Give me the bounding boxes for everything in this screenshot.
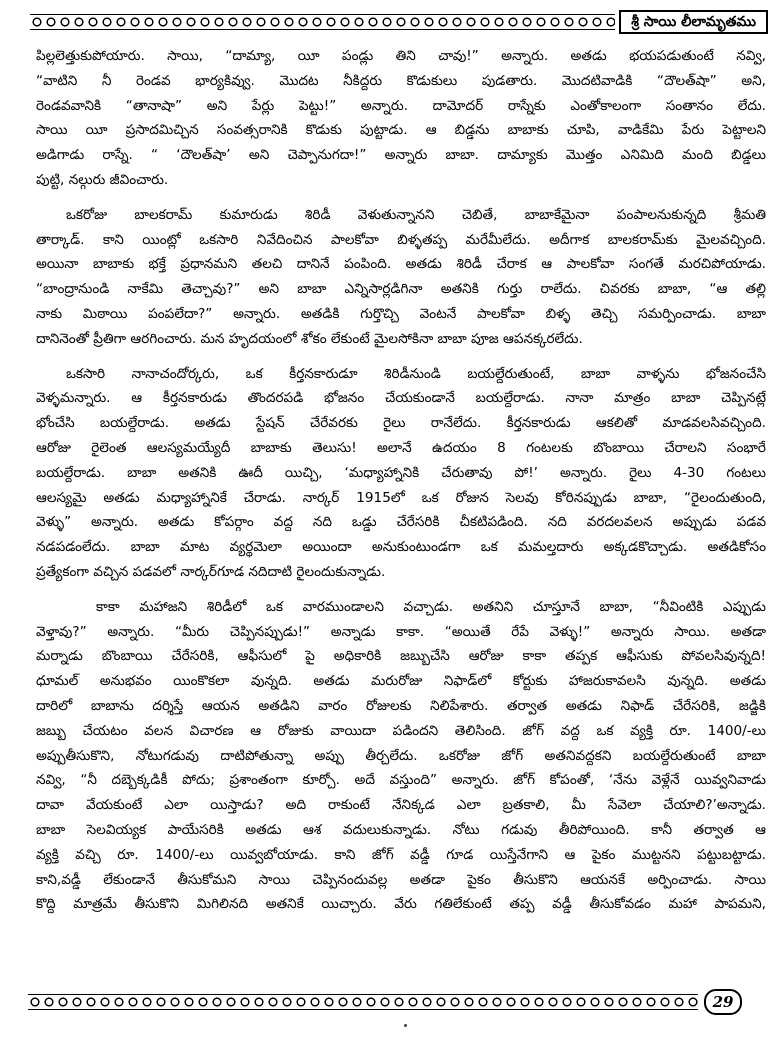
text-line: అయినా బాబాకు భక్తే ప్రధానమని తలచి దానినే పంపింది. అతడు శిరిడీ చేరాక ఆ పాలకోవా సంగతే మరచిపోయాడు. bbox=[36, 256, 766, 273]
text-line: వెళ్ళు” అన్నారు. అతడు కోపర్గాం వద్ద నది ఒడ్డు చేరేసరికి చీకటిపడింది. నది వరదలవలన అప్పుడు పడవ bbox=[36, 514, 766, 531]
print-speck bbox=[404, 1024, 407, 1027]
text-line: బయల్దేరాడు. బాబా అతనికి ఊదీ యిచ్చి, ‘మధ్యాహ్నానికి చేరుతావు పో!’ అన్నారు. రైలు 4-30 గంటలు bbox=[36, 464, 766, 481]
text-line: పిల్లలెత్తుకుపోయారు. సాయి, “దామ్యా, యీ పండ్లు తిని చావు!” అన్నారు. అతడు భయపడుతుంటే నవ్వి, bbox=[36, 48, 766, 64]
text-line: “వాటిని నీ రెండవ భార్యకివ్వు. మొదట నీకిద్దరు కొడుకులు పుడతారు. మొదటివాడికి “దౌలత్‌షా” అని, bbox=[36, 72, 766, 89]
text-line: నాకు మిఠాయి పంపలేదా?” అన్నారు. అతడికి గుర్తొచ్చి వెంటనే పాలకోవా బిళ్ళ తెచ్చి సమర్పించాడు. బాబా bbox=[36, 305, 766, 322]
running-title: శ్రీ సాయి లీలామృతము bbox=[619, 10, 768, 34]
decorative-border-bottom bbox=[28, 994, 698, 1010]
text-line: దానినెంతో ప్రీతిగా ఆరగించారు. మన హృదయంలో శోకం లేకుంటే మైలసోకినా బాబా పూజ ఆపనక్కరలేదు. bbox=[36, 330, 583, 347]
text-line: భోంచేసి బయల్దేరాడు. అతడు స్టేషన్ చేరేవరకు రైలు రానేలేదు. కీర్తనకారుడు ఆకలితో మాడవలసివచ్చింది. bbox=[36, 415, 766, 432]
paragraph bbox=[36, 203, 766, 352]
text-line: మర్నాడు బొంబాయి చేరేసరికి, ఆఫీసులో పై అధికారికి జబ్బుచేసి ఆరోజు కాకా తప్పక ఆఫీసుకు పోవలసివున్నది! bbox=[36, 648, 766, 665]
page-header bbox=[30, 10, 768, 34]
text-line: ఆలస్యమై అతడు మధ్యాహ్నానికే చేరాడు. నార్కర్ 1915లో ఒక రోజున సెలవు కోరినప్పుడు బాబా, “రైలందుతుంది, bbox=[36, 489, 766, 506]
text-line: ఆరోజు రైలెంత ఆలస్యమయ్యేదీ బాబాకు తెలుసు! అలానే ఉదయం 8 గంటలకు బొంబాయి చేరాలని సంభారే bbox=[36, 439, 766, 456]
text-line: పుట్టి, నల్గురు జీవించారు. bbox=[36, 171, 169, 188]
paragraph bbox=[36, 362, 766, 585]
text-line: కొద్ది మాత్రమే తీసుకొని మిగిలినది అతనికే యిచ్చారు. వేరు గతిలేకుంటే తప్ప వడ్డీ తీసుకోవడం మహా పాపమని, bbox=[36, 896, 766, 913]
text-line: అప్పుతీసుకొని, నోటుగడువు దాటిపోతున్నా అప్పు తీర్చలేదు. ఒకరోజు జోగ్ అతనివద్దకని బయల్దేరుతుంటే బాబా bbox=[36, 747, 766, 764]
text-line: సాయి యీ ప్రసాదమిచ్చిన సంవత్సరానికి కొడుకు పుట్టాడు. ఆ బిడ్డను బాబాకు చూపి, వాడికేమి పేరు పెట్టాలని bbox=[36, 122, 766, 139]
text-line: ధూమల్ అనుభవం యింకొకలా వున్నది. అతడు మరురోజు నిఫాడ్‌లో కోర్టుకు హాజరుకావలసి వున్నది. అతడు bbox=[36, 673, 766, 690]
body-text bbox=[36, 44, 766, 927]
text-line: ఒకరోజు బాలకరామ్ కుమారుడు శిరిడీ వెళుతున్నానని చెబితే, బాబాకేమైనా పంపాలనుకున్నది శ్రీమతి bbox=[66, 206, 766, 223]
text-line: రెండవవానికి “తానాషా” అని పేర్లు పెట్టు!” అన్నారు. దామోదర్ రాస్నేకు ఎంతోకాలంగా సంతానం లేదు. bbox=[36, 97, 766, 114]
text-line: “బాంద్రానుండి నాకేమి తెచ్చావు?” అని బాబా ఎన్నిసార్లడిగినా అతనికి గుర్తు రాలేదు. చివరకు బాబా, “ఆ తల్లి bbox=[36, 281, 766, 298]
paragraph bbox=[36, 595, 766, 917]
text-line: వెళ్ళమన్నారు. ఆ కీర్తనకారుడు తొందరపడి భోజనం చేయకుండానే బయల్దేరాడు. నానా మాత్రం బాబా చెప్పినట్లే bbox=[36, 390, 766, 407]
text-line: దావా వేయకుంటే ఎలా యిస్తాడు? అది రాకుంటే నేనిక్కడ ఎలా బ్రతకాలి, మీ సేవెలా చేయాలి?’అన్నాడు. bbox=[36, 797, 766, 814]
text-line: దారిలో బాబాను దర్శిస్తే ఆయన అతడిని వారం రోజులకు నిలిపేశారు. తర్వాత అతడు నిఫాడ్ చేరేసరికి, జడ్జికి bbox=[36, 697, 766, 714]
text-line: వెళ్తావు?” అన్నారు. “మీరు చెప్పినప్పుడు!” అన్నాడు కాకా. “అయితే రేపే వెళ్ళు!” అన్నారు సాయి. అతడా bbox=[36, 623, 766, 640]
text-line: ప్రత్యేకంగా వచ్చిన పడవలో నార్కర్‌గూడ నదిదాటి రైలందుకున్నాడు. bbox=[36, 563, 386, 580]
text-line: అడిగాడు రాస్నే. “ ‘దౌలత్‌షా’ అని చెప్పానుగదా!” అన్నారు బాబా. దామ్యాకు మొత్తం ఎనిమిది మంది బిడ్డలు bbox=[36, 147, 766, 164]
text-line: కాకా మహాజని శిరిడీలో ఒక వారముండాలని వచ్చాడు. అతనిని చూస్తూనే బాబా, “నీవింటికి ఎప్పుడు bbox=[96, 598, 766, 615]
text-line: వ్యక్తి వచ్చి రూ. 1400/-లు యివ్వబోయాడు. కాని జోగ్ వడ్డీ గూడ యిస్తేనేగాని ఆ పైకం ముట్టనని పట్టుబట్టాడు. bbox=[36, 846, 766, 863]
text-line: తార్కాడ్. కాని యింట్లో ఒకసారి నివేదించిన పాలకోవా బిళ్ళతప్ప మరేమీలేదు. అదీగాక బాలకరామ్‌కు మైలవచ్చింది. bbox=[36, 231, 766, 248]
text-line: బాబా సెలవియ్యక పాయేసరికి అతడు ఆశ వదులుకున్నాడు. నోటు గడువు తీరిపోయింది. కానీ తర్వాత ఆ bbox=[36, 821, 766, 838]
text-line: ఒకసారి నానాచందోర్కరు, ఒక కీర్తనకారుడూ శిరిడీనుండి బయల్దేరుతుంటే, బాబా వాళ్ళను భోజనంచేసి bbox=[66, 365, 766, 382]
page-number: 29 bbox=[704, 989, 742, 1015]
text-line: నడపడంలేదు. బాబా మాట వ్యర్థమెలా అయిందా అనుకుంటుండగా ఒక మమల్తదారు అక్కడకొచ్చాడు. అతడికోసం bbox=[36, 539, 766, 556]
page-footer bbox=[28, 990, 742, 1014]
paragraph bbox=[36, 44, 766, 193]
text-line: నవ్వి, “నీ దబ్బెక్కడికీ పోదు; ప్రశాంతంగా కూర్చో. అదే వస్తుంది” అన్నారు. జోగ్ కోపంతో, ‘నేను వెళ్లేనే యివ్వనివాడు bbox=[36, 772, 766, 789]
decorative-border-top bbox=[30, 14, 615, 30]
text-line: జబ్బు చేయటం వలన విచారణ ఆ రోజుకు వాయిదా పడిందని తెలిసింది. జోగ్ వద్ద ఒక వ్యక్తి రూ. 1400/-లు bbox=[36, 722, 766, 739]
text-line: కాని,వడ్డీ లేకుండానే తీసుకోమని సాయి చెప్పినందువల్ల అతడా పైకం తీసుకొని ఆయనకే అర్పించాడు. సాయి bbox=[36, 871, 766, 888]
